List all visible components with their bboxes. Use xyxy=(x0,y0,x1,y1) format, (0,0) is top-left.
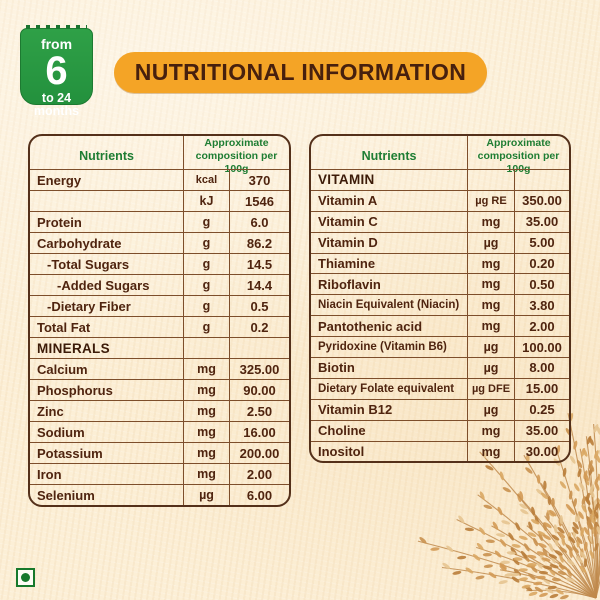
nutrient-value xyxy=(229,337,289,358)
nutrient-unit: µg xyxy=(467,357,514,378)
nutrients-table-left xyxy=(28,134,291,507)
nutrient-value: 6.0 xyxy=(229,211,289,232)
nutrient-value: 6.00 xyxy=(229,484,289,505)
page-title: NUTRITIONAL INFORMATION xyxy=(134,59,467,85)
table-row xyxy=(30,463,289,484)
table-row xyxy=(30,379,289,400)
nutrient-value: 35.00 xyxy=(514,211,569,232)
table-row xyxy=(30,484,289,505)
column-header-nutrients: Nutrients xyxy=(361,149,417,164)
table-body xyxy=(30,169,289,505)
table-row xyxy=(311,253,569,274)
nutrient-value: 90.00 xyxy=(229,379,289,400)
nutrient-name: Niacin Equivalent (Niacin) xyxy=(311,294,467,315)
nutrient-name: Biotin xyxy=(311,357,467,378)
nutrient-value: 325.00 xyxy=(229,358,289,379)
nutrient-value: 200.00 xyxy=(229,442,289,463)
nutrient-name: Energy xyxy=(30,169,183,190)
nutrient-unit xyxy=(183,337,229,358)
column-header-nutrients: Nutrients xyxy=(79,149,134,164)
nutrient-name: Potassium xyxy=(30,442,183,463)
column-header-composition: Approximate composition per 100g xyxy=(183,136,289,176)
nutrient-value xyxy=(514,169,569,190)
nutrient-unit: mg xyxy=(467,420,514,441)
nutrient-unit: g xyxy=(183,316,229,337)
table-row xyxy=(30,316,289,337)
nutrient-value: 8.00 xyxy=(514,357,569,378)
nutrient-name: Iron xyxy=(30,463,183,484)
nutrient-unit: kJ xyxy=(183,190,229,211)
nutrient-unit: g xyxy=(183,253,229,274)
nutrient-name: -Total Sugars xyxy=(30,253,183,274)
nutrient-value: 3.80 xyxy=(514,294,569,315)
nutrient-name: Zinc xyxy=(30,400,183,421)
nutrient-unit: mg xyxy=(467,441,514,462)
nutrient-name: Thiamine xyxy=(311,253,467,274)
nutrient-value: 35.00 xyxy=(514,420,569,441)
table-row xyxy=(311,378,569,399)
table-row xyxy=(311,169,569,190)
nutrient-name: -Added Sugars xyxy=(30,274,183,295)
nutrient-unit: mg xyxy=(467,273,514,294)
nutrient-value: 0.5 xyxy=(229,295,289,316)
column-header-composition: Approximate composition per 100g xyxy=(467,136,569,176)
table-row xyxy=(311,315,569,336)
nutrient-value: 2.50 xyxy=(229,400,289,421)
nutrient-value: 30.00 xyxy=(514,441,569,462)
nutrient-name: Vitamin C xyxy=(311,211,467,232)
nutrient-unit: mg xyxy=(183,358,229,379)
veg-dot xyxy=(21,573,30,582)
nutrient-name: Dietary Folate equivalent xyxy=(311,378,467,399)
table-row xyxy=(30,295,289,316)
nutrient-unit: g xyxy=(183,274,229,295)
table-body xyxy=(311,169,569,461)
nutrient-value: 350.00 xyxy=(514,190,569,211)
table-row xyxy=(30,442,289,463)
table-row xyxy=(311,357,569,378)
nutrient-name: Choline xyxy=(311,420,467,441)
nutrient-name xyxy=(30,190,183,211)
nutrient-value: 14.4 xyxy=(229,274,289,295)
nutrient-value: 86.2 xyxy=(229,232,289,253)
table-row xyxy=(311,399,569,420)
nutrient-value: 0.2 xyxy=(229,316,289,337)
nutrient-unit: mg xyxy=(467,315,514,336)
nutrient-unit: g xyxy=(183,295,229,316)
table-row xyxy=(311,273,569,294)
nutrient-value: 2.00 xyxy=(229,463,289,484)
table-row xyxy=(30,211,289,232)
nutrient-name: Selenium xyxy=(30,484,183,505)
table-row xyxy=(30,337,289,358)
table-row xyxy=(311,190,569,211)
table-row xyxy=(30,190,289,211)
nutrient-name: Protein xyxy=(30,211,183,232)
nutrient-name: Calcium xyxy=(30,358,183,379)
table-row xyxy=(311,336,569,357)
nutrient-name: Inositol xyxy=(311,441,467,462)
table-row xyxy=(311,211,569,232)
age-badge-number: 6 xyxy=(45,49,68,93)
nutrient-value: 370 xyxy=(229,169,289,190)
nutrient-unit: mg xyxy=(183,379,229,400)
nutrient-value: 15.00 xyxy=(514,378,569,399)
nutrient-name: MINERALS xyxy=(30,337,183,358)
table-row xyxy=(311,441,569,462)
nutrient-unit: mg xyxy=(467,253,514,274)
nutrient-unit xyxy=(467,169,514,190)
nutrient-unit: µg xyxy=(467,232,514,253)
vegetarian-mark-icon xyxy=(16,568,35,587)
nutrient-unit: mg xyxy=(183,442,229,463)
nutrient-unit: µg RE xyxy=(467,190,514,211)
table-row xyxy=(30,358,289,379)
table-row xyxy=(30,253,289,274)
nutrient-name: Total Fat xyxy=(30,316,183,337)
age-badge-from: from xyxy=(40,36,73,52)
nutrient-name: Pyridoxine (Vitamin B6) xyxy=(311,336,467,357)
table-row xyxy=(311,294,569,315)
nutrient-name: VITAMIN xyxy=(311,169,467,190)
nutrient-unit: µg DFE xyxy=(467,378,514,399)
nutrient-value: 2.00 xyxy=(514,315,569,336)
nutrient-value: 5.00 xyxy=(514,232,569,253)
title-banner xyxy=(114,52,487,93)
nutrient-unit: mg xyxy=(183,400,229,421)
nutrient-unit: µg xyxy=(467,399,514,420)
age-badge-months: to 24 months xyxy=(33,91,80,118)
nutrient-name: Vitamin A xyxy=(311,190,467,211)
table-row xyxy=(30,400,289,421)
nutrient-name: Sodium xyxy=(30,421,183,442)
nutrient-name: Riboflavin xyxy=(311,273,467,294)
nutrient-unit: mg xyxy=(183,421,229,442)
table-row xyxy=(30,169,289,190)
nutrient-unit: g xyxy=(183,211,229,232)
nutrient-unit: µg xyxy=(467,336,514,357)
nutrient-value: 0.25 xyxy=(514,399,569,420)
table-header xyxy=(30,136,289,175)
table-row xyxy=(30,232,289,253)
nutrient-value: 1546 xyxy=(229,190,289,211)
table-row xyxy=(30,421,289,442)
vitamins-table-right xyxy=(309,134,571,463)
nutrient-unit: mg xyxy=(467,294,514,315)
nutrient-value: 14.5 xyxy=(229,253,289,274)
table-row xyxy=(311,420,569,441)
nutrient-name: Pantothenic acid xyxy=(311,315,467,336)
nutrient-name: Vitamin D xyxy=(311,232,467,253)
table-header xyxy=(311,136,569,175)
nutrient-value: 16.00 xyxy=(229,421,289,442)
table-row xyxy=(30,274,289,295)
nutrient-unit: g xyxy=(183,232,229,253)
age-badge xyxy=(20,28,93,118)
nutrient-name: Carbohydrate xyxy=(30,232,183,253)
nutrient-value: 100.00 xyxy=(514,336,569,357)
nutrient-unit: mg xyxy=(183,463,229,484)
nutrient-name: Phosphorus xyxy=(30,379,183,400)
nutrient-unit: mg xyxy=(467,211,514,232)
nutrient-value: 0.20 xyxy=(514,253,569,274)
table-row xyxy=(311,232,569,253)
nutrient-value: 0.50 xyxy=(514,273,569,294)
nutrient-name: Vitamin B12 xyxy=(311,399,467,420)
nutrient-unit: kcal xyxy=(183,169,229,190)
badge-notches xyxy=(26,25,87,29)
nutrient-name: -Dietary Fiber xyxy=(30,295,183,316)
nutrient-unit: µg xyxy=(183,484,229,505)
